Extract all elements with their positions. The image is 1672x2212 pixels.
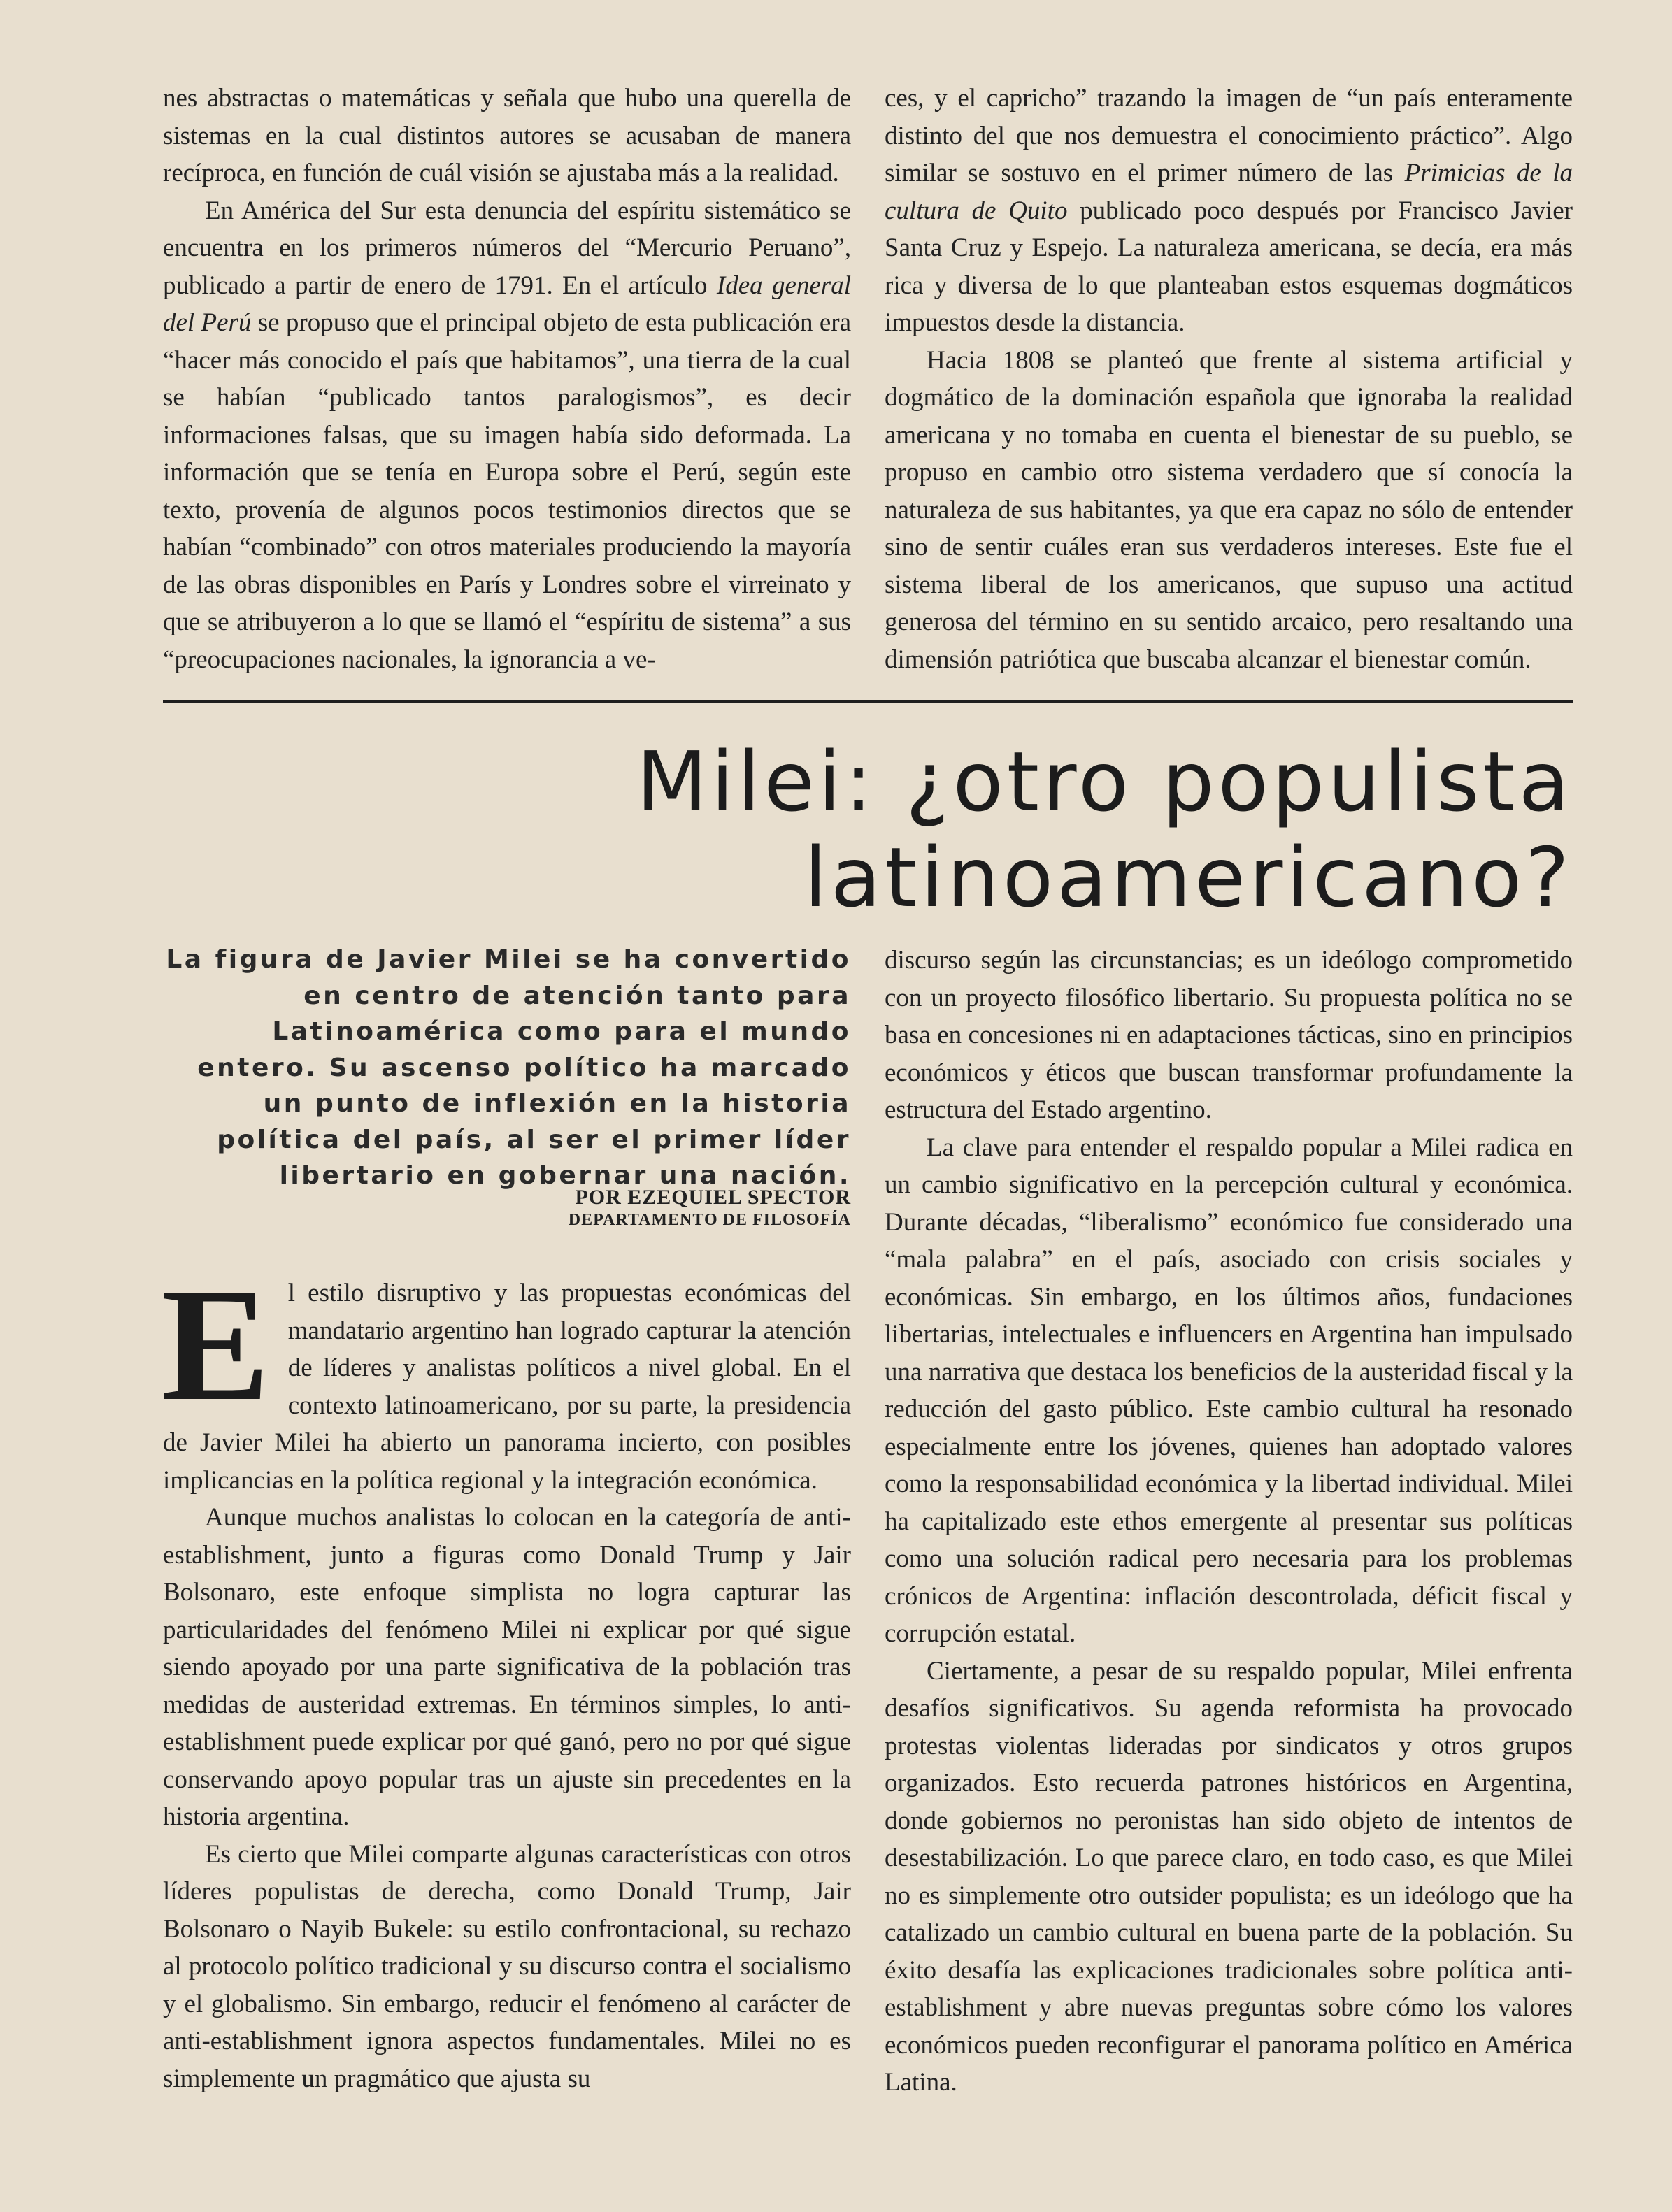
- paragraph-text: l estilo disruptivo y las propuestas económicas del mandatario argentino han logrado capturar la atención de líderes y analistas políticos a nivel global. En el contexto latinoamericano, por su parte, la presidencia de Javier Milei ha abierto un panorama incierto, con posibles implicancias en la política regional y la integración económica.: [163, 1279, 851, 1495]
- article-left-column: [162, 1255, 851, 2097]
- drop-cap: E: [162, 1255, 270, 1435]
- section-divider: [163, 700, 1573, 703]
- paragraph: Hacia 1808 se planteó que frente al sistema artificial y dogmático de la dominación española que ignoraba la realidad americana y no tomaba en cuenta el bienestar de su pueblo, se propuso en cambio otro sistema verdadero que sí conocía la naturaleza de sus habitantes, ya que era capaz no sólo de entender sino de sentir cuáles eran sus verdaderos intereses. Este fue el sistema liberal de los americanos, que supuso una actitud generosa del término en su sentido arcaico, pero resaltando una dimensión patriótica que buscaba alcanzar el bienestar común.: [885, 345, 1573, 674]
- article-lead: La figura de Javier Milei se ha convertido en centro de atención tanto para Latinoamérica como para el mundo entero. Su ascenso político ha marcado un punto de inflexión en la historia política del país, al ser el primer líder libertario en gobernar una nación.: [166, 945, 851, 1190]
- author-department: DEPARTAMENTO DE FILOSOFÍA: [568, 1211, 851, 1229]
- author-name: POR EZEQUIEL SPECTOR: [575, 1186, 851, 1209]
- paragraph-text: ces, y el capricho” trazando la imagen de “un país enteramente distinto del que nos demuestra el conocimiento práctico”. Algo similar se sostuvo en el primer número de las: [885, 84, 1573, 187]
- previous-article-left-column: [163, 80, 851, 678]
- headline-line-1: Milei: ¿otro populista: [636, 733, 1573, 830]
- paragraph: nes abstractas o matemáticas y señala que hubo una querella de sistemas en la cual distintos autores se acusaban de manera recíproca, en función de cuál visión se ajustaba más a la realidad.: [163, 84, 851, 187]
- italic-title: Idea general del Perú: [163, 271, 851, 337]
- paragraph: Es cierto que Milei comparte algunas características con otros líderes populistas de derecha, como Donald Trump, Jair Bolsonaro o Nayib Bukele: su estilo confrontacional, su rechazo al protocolo político tradicional y su discurso contra el socialismo y el globalismo. Sin embargo, reducir el fenómeno al carácter de anti-establishment ignora aspectos fundamentales. Milei no es simplemente un pragmático que ajusta su: [163, 1839, 851, 2093]
- italic-title: Primicias de la cultura de Quito: [885, 159, 1573, 225]
- article-headline: [244, 734, 1573, 926]
- article-right-column: [885, 942, 1573, 2102]
- headline-line-2: latinoamericano?: [803, 829, 1573, 926]
- paragraph: Aunque muchos analistas lo colocan en la categoría de anti-establishment, junto a figuras como Donald Trump y Jair Bolsonaro, este enfoque simplista no logra capturar las particularidades del fenómeno Milei ni explicar por qué sigue siendo apoyado por una parte significativa de la población tras medidas de austeridad extremas. En términos simples, lo anti-establishment puede explicar por qué ganó, pero no por qué sigue conservando apoyo popular tras un ajuste sin precedentes en la historia argentina.: [163, 1503, 851, 1831]
- paragraph-text: publicado poco después por Francisco Javier Santa Cruz y Espejo. La naturaleza americana, se decía, era más rica y diversa de lo que planteaban estos esquemas dogmáticos impuestos desde la distancia.: [885, 196, 1573, 337]
- byline: [163, 1185, 851, 1230]
- paragraph: [162, 1255, 851, 1499]
- paragraph: Ciertamente, a pesar de su respaldo popular, Milei enfrenta desafíos significativos. Su agenda reformista ha provocado protestas violentas lideradas por sindicatos y otros grupos organizados. Esto recuerda patrones históricos en Argentina, donde gobiernos no peronistas han sido objeto de intentos de desestabilización. Lo que parece claro, en todo caso, es que Milei no es simplemente otro outsider populista; es un ideólogo que ha catalizado un cambio cultural en buena parte de la población. Su éxito desafía las explicaciones tradicionales sobre política anti-establishment y abre nuevas preguntas sobre cómo los valores económicos pueden reconfigurar el panorama político en América Latina.: [885, 1656, 1573, 2097]
- paragraph: [163, 192, 851, 679]
- paragraph: discurso según las circunstancias; es un ideólogo comprometido con un proyecto filosófico libertario. Su propuesta política no se basa en concesiones ni en adaptaciones tácticas, sino en principios económicos y éticos que buscan transformar profundamente la estructura del Estado argentino.: [885, 946, 1573, 1124]
- paragraph: [885, 80, 1573, 342]
- paragraph-text: En América del Sur esta denuncia del espíritu sistemático se encuentra en los primeros números del “Mercurio Peruano”, publicado a partir de enero de 1791. En el artículo: [163, 196, 851, 300]
- paragraph-text: se propuso que el principal objeto de esta publicación era “hacer más conocido el país que habitamos”, una tierra de la cual se habían “publicado tantos paralogismos”, es decir informaciones falsas, que su imagen había sido deformada. La información que se tenía en Europa sobre el Perú, según este texto, provenía de algunos pocos testimonios directos que se habían “combinado” con otros materiales produciendo la mayoría de las obras disponibles en París y Londres sobre el virreinato y que se atribuyeron a lo que se llamó el “espíritu de sistema” a sus “preocupaciones nacionales, la ignorancia a ve-: [163, 308, 852, 674]
- paragraph: La clave para entender el respaldo popular a Milei radica en un cambio significativo en la percepción cultural y económica. Durante décadas, “liberalismo” económico fue considerado una “mala palabra” en el país, asociado con crisis sociales y económicas. Sin embargo, en los últimos años, fundaciones libertarias, intelectuales e influencers en Argentina han impulsado una narrativa que destaca los beneficios de la austeridad fiscal y la reducción del gasto público. Este cambio cultural ha resonado especialmente entre los jóvenes, quienes han adoptado valores como la responsabilidad económica y la libertad individual. Milei ha capitalizado este ethos emergente al presentar sus políticas como una solución radical pero necesaria para los problemas crónicos de Argentina: inflación descontrolada, déficit fiscal y corrupción estatal.: [885, 1133, 1573, 1648]
- previous-article-right-column: [885, 80, 1573, 678]
